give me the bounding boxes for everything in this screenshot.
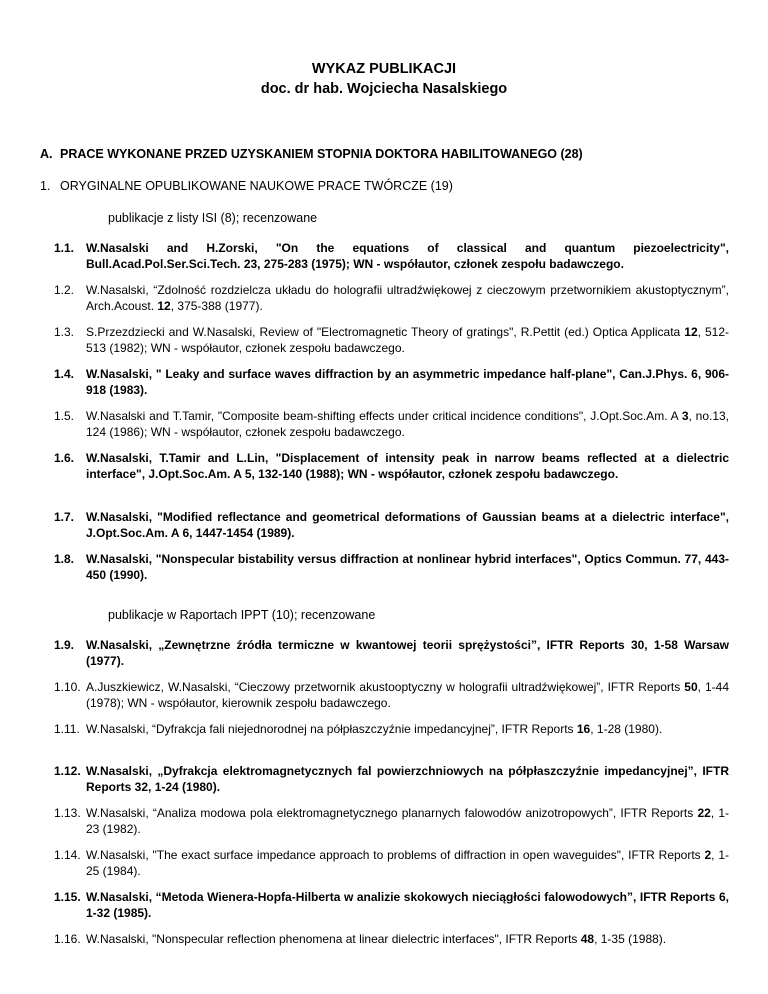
publication-entry	[54, 931, 729, 947]
section-a-text: PRACE WYKONANE PRZED UZYSKANIEM STOPNIA DOKTORA HABILITOWANEGO (28)	[60, 147, 583, 161]
publication-entry	[54, 763, 729, 795]
entry-text	[86, 805, 729, 837]
entry-volume: 22	[697, 806, 711, 820]
entry-text: W.Nasalski, "Modified reflectance and geometrical deformations of Gaussian beams at a dielectric interface", J.Opt.Soc.Am. A 6, 1447-1454 (1989).	[86, 510, 729, 540]
ippt-note: publikacje w Raportach IPPT (10); recenzowane	[108, 608, 376, 622]
entry-text: W.Nasalski, „Zewnętrzne źródła termiczne w kwantowej teorii sprężystości”, IFTR Reports 30, 1-58 Warsaw (1977).	[86, 638, 729, 668]
entry-text: W.Nasalski, T.Tamir and L.Lin, "Displacement of intensity peak in narrow beams reflected at a dielectric interface", J.Opt.Soc.Am. A 5, 132-140 (1988); WN - współautor, członek zespołu badawczego.	[86, 451, 729, 481]
publication-entry	[54, 450, 729, 482]
entry-text-tail: , 1-35 (1988).	[594, 932, 667, 946]
entry-text-main: W.Nasalski, “Dyfrakcja fali niejednorodnej na półpłaszczyźnie impedancyjnej”, IFTR Reports	[86, 722, 577, 736]
entry-text-main: S.Przezdziecki and W.Nasalski, Review of "Electromagnetic Theory of gratings", R.Pettit (ed.) Optica Applicata	[86, 325, 685, 339]
entry-text: W.Nasalski, " Leaky and surface waves diffraction by an asymmetric impedance half-plane", Can.J.Phys. 6, 906-918 (1983).	[86, 367, 729, 397]
entry-text-tail: , 1-28 (1980).	[590, 722, 663, 736]
entry-text: W.Nasalski, “Metoda Wienera-Hopfa-Hilberta w analizie skokowych nieciągłości falowodowych”, IFTR Reports 6, 1-32 (1985).	[86, 890, 729, 920]
document-subtitle: doc. dr hab. Wojciecha Nasalskiego	[260, 81, 508, 97]
entry-text-main: W.Nasalski and T.Tamir, "Composite beam-shifting effects under critical incidence conditions", J.Opt.Soc.Am. A	[86, 409, 682, 423]
entry-number: 1.7.	[54, 510, 75, 524]
publication-entry	[54, 366, 729, 398]
publication-entry	[54, 679, 729, 711]
publication-entry	[54, 805, 729, 837]
entry-number: 1.8.	[54, 552, 75, 566]
publication-entry	[54, 721, 729, 737]
publication-entry	[54, 240, 729, 272]
entry-number: 1.12.	[54, 764, 81, 778]
entry-text-tail: , 1-23 (1982).	[86, 806, 729, 836]
subsection-number: 1.	[40, 179, 51, 193]
section-letter: A.	[40, 147, 53, 161]
entry-text-main: W.Nasalski, “Zdolność rozdzielcza układu do holografii ultradźwiękowej z cieczowym przetwornikiem akustoptycznym”, Arch.Acoust.	[86, 283, 729, 313]
entry-text	[86, 721, 729, 737]
entry-text-main: W.Nasalski, “Analiza modowa pola elektromagnetycznego planarnych falowodów anizotropowych”, IFTR Reports	[86, 806, 698, 820]
entry-number: 1.2.	[54, 283, 75, 297]
entry-text: W.Nasalski and H.Zorski, "On the equations of classical and quantum piezoelectricity", Bull.Acad.Pol.Ser.Sci.Tech. 23, 275-283 (1975); WN - współautor, członek zespołu badawczego.	[86, 241, 729, 271]
entry-volume: 12	[157, 299, 171, 313]
entry-text	[86, 931, 729, 947]
entry-number: 1.9.	[54, 638, 75, 652]
entry-text: W.Nasalski, „Dyfrakcja elektromagnetycznych fal powierzchniowych na półpłaszczyźnie impedancyjnej”, IFTR Reports 32, 1-24 (1980).	[86, 764, 729, 794]
entry-number: 1.13.	[54, 806, 81, 820]
entry-number: 1.3.	[54, 325, 75, 339]
subsection-1-heading	[40, 179, 453, 194]
entry-number: 1.10.	[54, 680, 81, 694]
publication-entry	[54, 889, 729, 921]
entry-number: 1.5.	[54, 409, 75, 423]
entry-number: 1.14.	[54, 848, 81, 862]
entry-text-tail: , 375-388 (1977).	[170, 299, 263, 313]
entry-volume: 2	[704, 848, 712, 862]
subsection-1-text: ORYGINALNE OPUBLIKOWANE NAUKOWE PRACE TWÓRCZE (19)	[60, 179, 453, 193]
entry-text	[86, 408, 729, 440]
entry-number: 1.11.	[54, 722, 80, 736]
isi-note: publikacje z listy ISI (8); recenzowane	[108, 211, 318, 225]
entry-text	[86, 847, 729, 879]
entry-number: 1.15.	[54, 890, 81, 904]
entry-text: W.Nasalski, "Nonspecular bistability versus diffraction at nonlinear hybrid interfaces", Optics Commun. 77, 443-450 (1990).	[86, 552, 729, 582]
entry-text-tail: , 1-44 (1978); WN - współautor, kierownik zespołu badawczego.	[86, 680, 730, 710]
entry-volume: 3	[681, 409, 689, 423]
entry-volume: 12	[684, 325, 698, 339]
entry-number: 1.1.	[54, 241, 75, 255]
entry-text	[86, 282, 729, 314]
entry-text-main: W.Nasalski, "Nonspecular reflection phenomena at linear dielectric interfaces", IFTR Reports	[86, 932, 581, 946]
publication-entry	[54, 847, 729, 879]
entry-text-tail: , 512-513 (1982); WN - współautor, członek zespołu badawczego.	[86, 325, 730, 355]
entry-text-main: A.Juszkiewicz, W.Nasalski, “Cieczowy przetwornik akustooptyczny w holografii ultradźwiękowej”, IFTR Reports	[86, 680, 685, 694]
entry-text-tail: , 1-25 (1984).	[86, 848, 729, 878]
publication-entry	[54, 282, 729, 314]
entry-volume: 16	[576, 722, 591, 736]
entry-text	[86, 324, 729, 356]
section-a-heading	[40, 147, 583, 162]
entry-text-tail: , no.13, 124 (1986); WN - współautor, członek zespołu badawczego.	[86, 409, 730, 439]
publication-entry	[54, 408, 729, 440]
publication-entry	[54, 637, 729, 669]
entry-number: 1.6.	[54, 451, 75, 465]
document-title: WYKAZ PUBLIKACJI	[311, 61, 457, 77]
publication-entry	[54, 509, 729, 541]
entry-volume: 50	[684, 680, 698, 694]
entry-volume: 48	[580, 932, 595, 946]
publication-entry	[54, 551, 729, 583]
entry-text	[86, 679, 729, 711]
publication-entry	[54, 324, 729, 356]
entry-text-main: W.Nasalski, "The exact surface impedance approach to problems of diffraction in open waveguides", IFTR Reports	[86, 848, 705, 862]
entry-number: 1.4.	[54, 367, 75, 381]
entry-number: 1.16.	[54, 932, 81, 946]
